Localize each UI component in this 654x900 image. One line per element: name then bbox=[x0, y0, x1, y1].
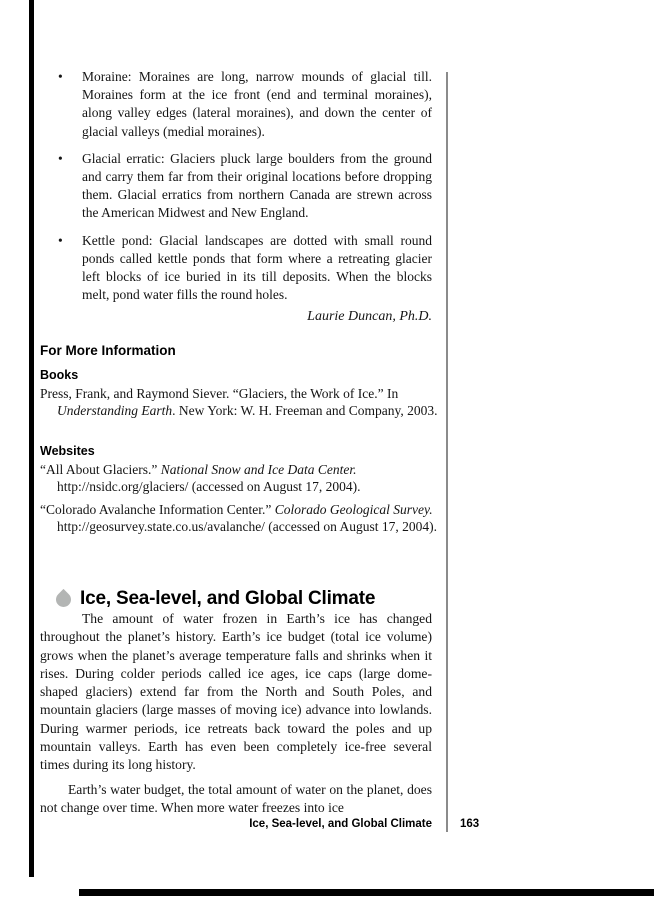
website-citation-colorado: “Colorado Avalanche Information Center.” Colorado Geological Survey. http://geosurvey.state.co.us/avalanche/ (accessed on August 17, 2004). bbox=[40, 502, 438, 534]
page-binding-edge-bar bbox=[29, 0, 34, 877]
list-item-glacial-erratic bbox=[40, 150, 432, 223]
list-item-moraine bbox=[40, 68, 432, 141]
section-title: Ice, Sea-level, and Global Climate bbox=[80, 588, 376, 609]
list-item-kettle-pond bbox=[40, 232, 432, 305]
books-subheading: Books bbox=[40, 368, 79, 382]
section-paragraph-2: Earth’s water budget, the total amount of water on the planet, does not change over time. When more water freezes into ice bbox=[40, 782, 432, 816]
list-item-text: Glacial erratic: Glaciers pluck large boulders from the ground and carry them far from their original locations before dropping them. Glacial erratics from northern Canada are strewn across the American Midwest and New England. bbox=[82, 150, 432, 221]
book-citation: Press, Frank, and Raymond Siever. “Glaciers, the Work of Ice.” In Understanding Earth. New York: W. H. Freeman and Company, 2003. bbox=[40, 386, 438, 418]
list-item-text: Moraine: Moraines are long, narrow mounds of glacial till. Moraines form at the ice front (end and terminal moraines), along valley edges (lateral moraines), and down the center of glacial valleys (medial moraines). bbox=[82, 69, 432, 139]
page-bottom-edge-bar bbox=[79, 889, 654, 896]
bullet-icon: • bbox=[58, 150, 63, 166]
footer-page-number: 163 bbox=[460, 818, 480, 830]
column-rule bbox=[446, 72, 448, 832]
section-paragraph-1: The amount of water frozen in Earth’s ice has changed throughout the planet’s history. Earth’s ice budget (total ice volume) grows when the planet’s average temperature falls and shrinks when it rises. During colder periods called ice ages, ice caps (large dome-shaped glaciers) extend far from the North and South Poles, and mountain glaciers (large masses of moving ice) advance into lowlands. During warmer periods, ice retreats back toward the poles and up mountain valleys. Earth has even been completely ice-free several times during its long history. bbox=[40, 611, 432, 773]
author-attribution: Laurie Duncan, Ph.D. bbox=[307, 309, 432, 324]
water-droplet-icon bbox=[54, 589, 74, 611]
websites-subheading: Websites bbox=[40, 444, 95, 458]
glossary-bullet-list bbox=[40, 68, 432, 313]
list-item-text: Kettle pond: Glacial landscapes are dotted with small round ponds called kettle ponds that form where a retreating glacier left blocks of ice buried in its till deposits. When the blocks melt, pond water fills the round holes. bbox=[82, 232, 432, 303]
for-more-information-heading: For More Information bbox=[40, 343, 176, 358]
bullet-icon: • bbox=[58, 232, 63, 248]
section-heading-row bbox=[40, 588, 432, 612]
footer-running-head: Ice, Sea-level, and Global Climate bbox=[249, 818, 432, 830]
bullet-icon: • bbox=[58, 69, 63, 84]
website-citation-nsidc: “All About Glaciers.” National Snow and Ice Data Center. http://nsidc.org/glaciers/ (accessed on August 17, 2004). bbox=[40, 462, 361, 494]
